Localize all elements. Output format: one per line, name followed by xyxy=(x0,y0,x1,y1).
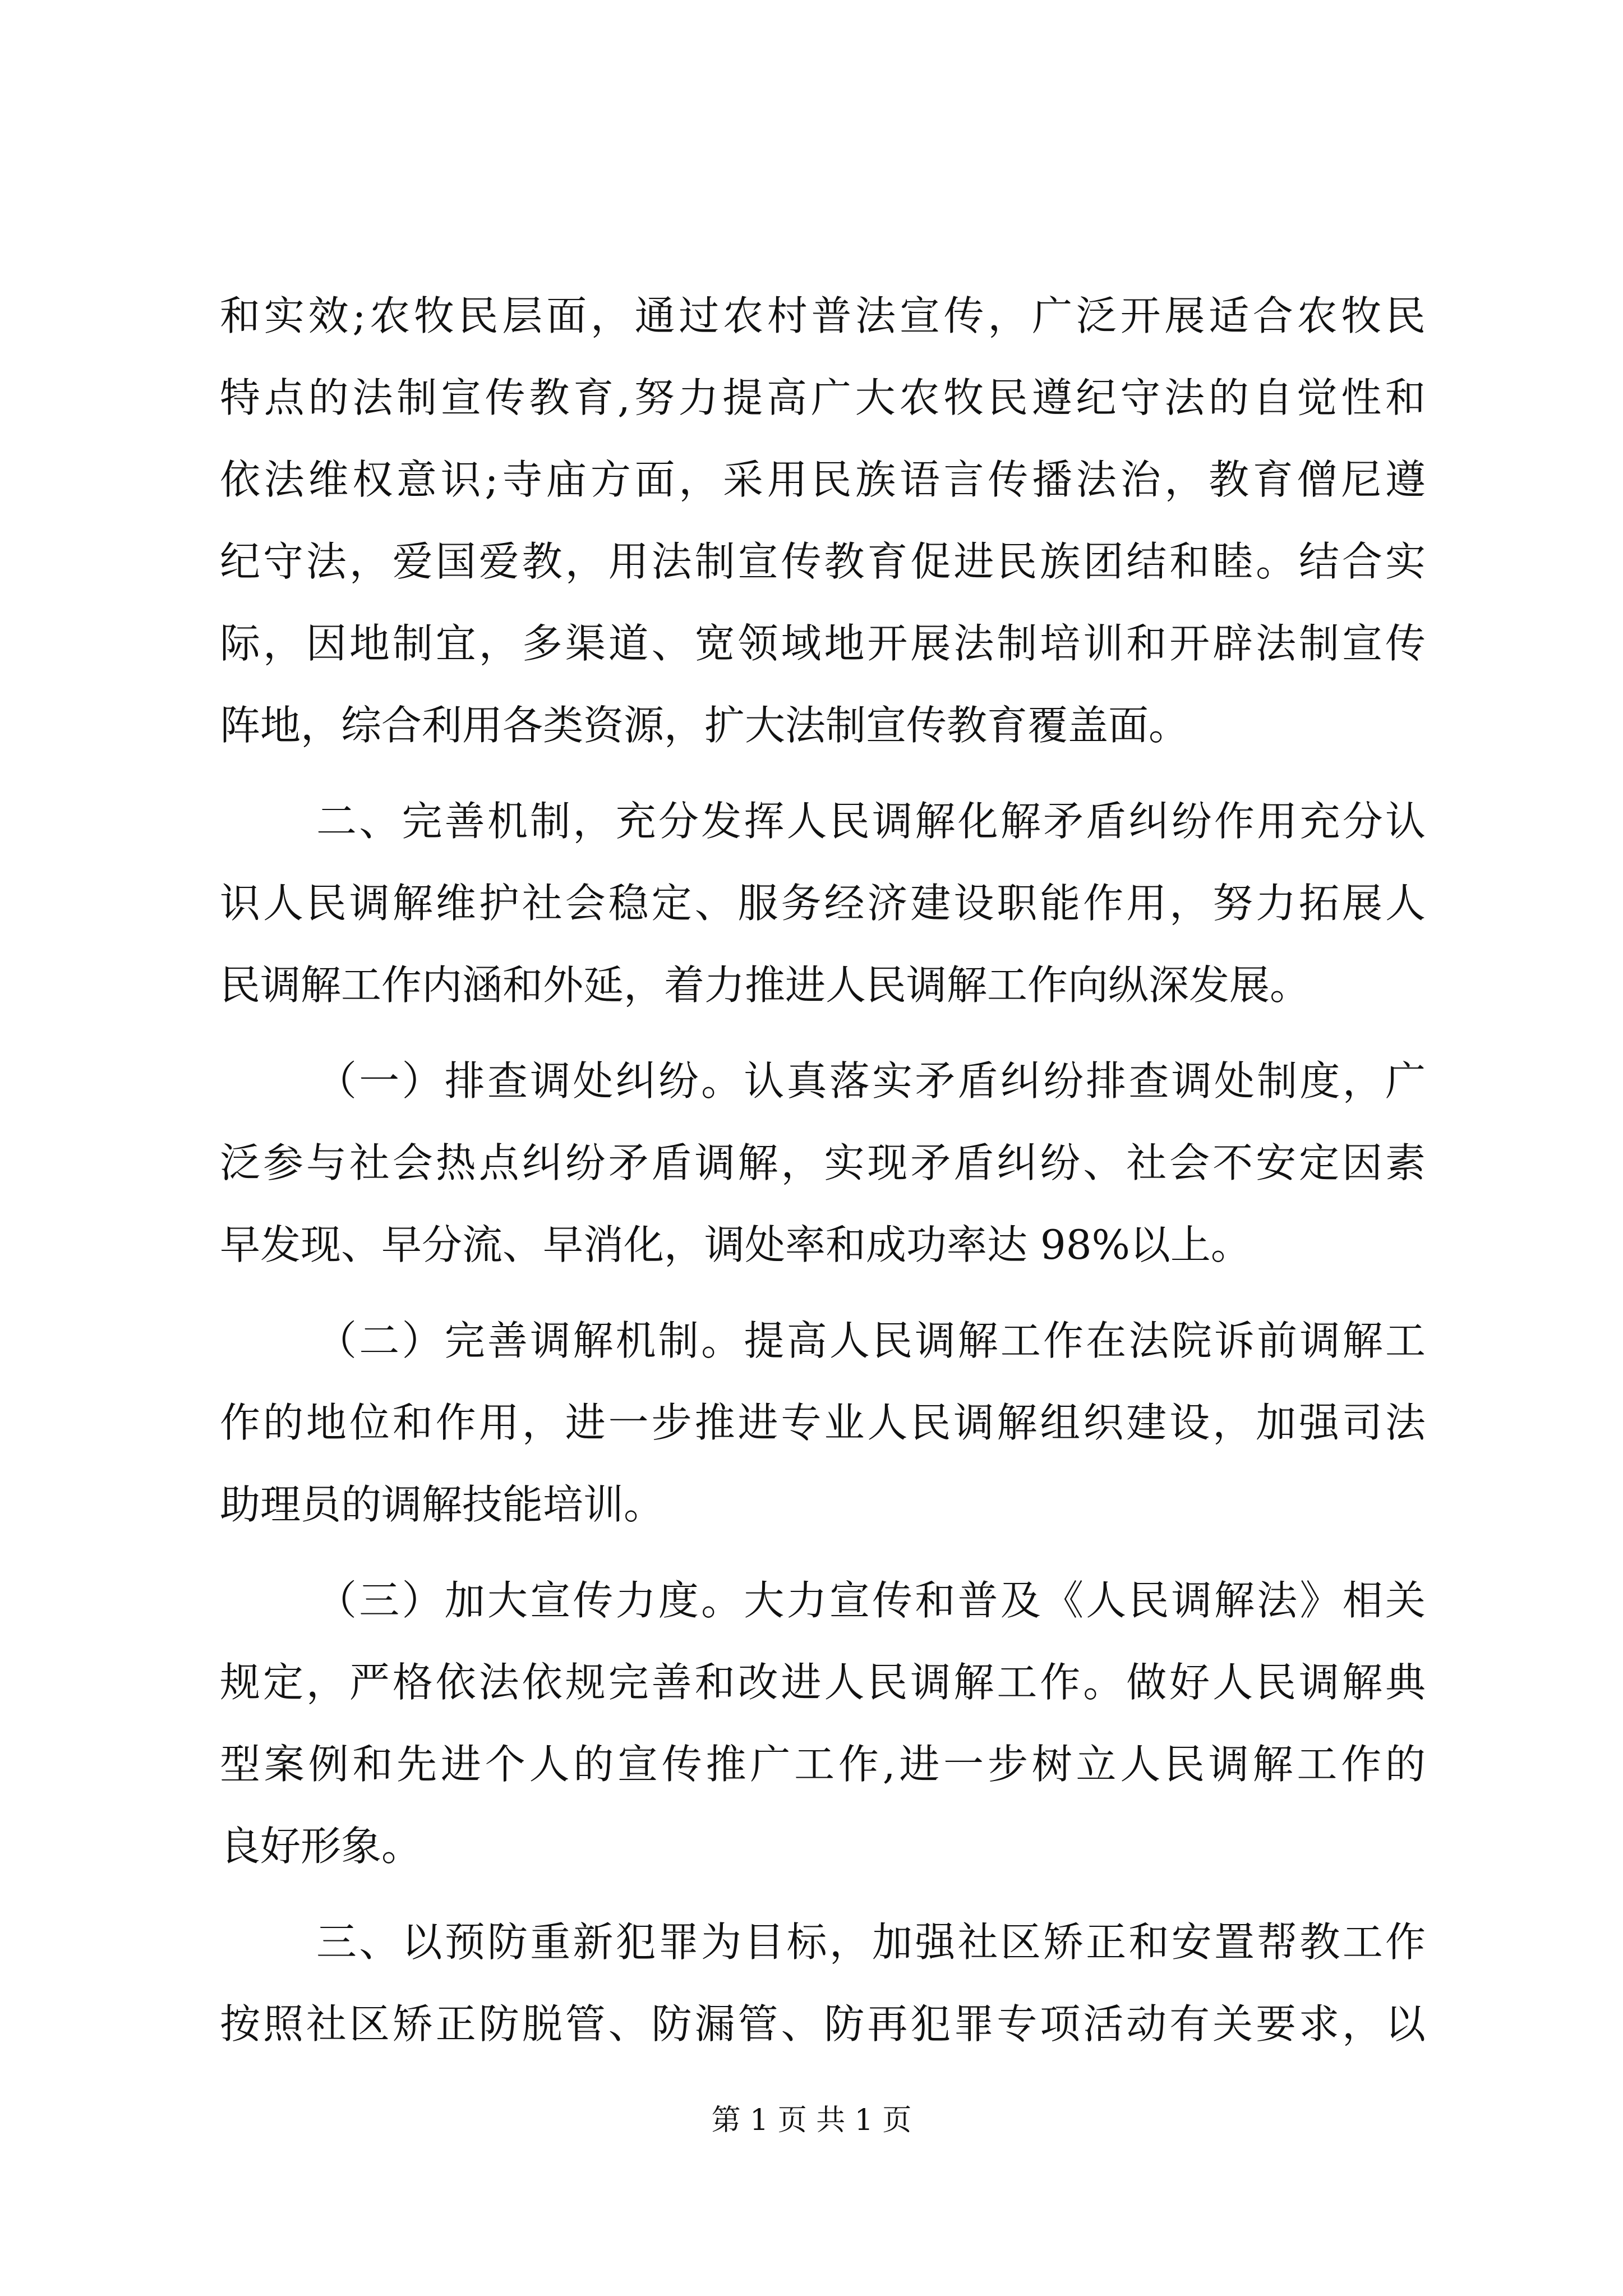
text-line: 型案例和先进个人的宣传推广工作,进一步树立人民调解工作的 xyxy=(220,1741,1426,1788)
text-line: 泛参与社会热点纠纷矛盾调解，实现矛盾纠纷、社会不安定因素 xyxy=(220,1139,1426,1186)
subsection-heading-1: （一）排查调处纠纷。认真落实矛盾纠纷排查调处制度，广 xyxy=(316,1057,1426,1105)
text-line: 依法维权意识;寺庙方面，采用民族语言传播法治，教育僧尼遵 xyxy=(220,456,1426,503)
text-line: 良好形象。 xyxy=(220,1823,422,1870)
section-heading-3: 三、以预防重新犯罪为目标，加强社区矫正和安置帮教工作 xyxy=(316,1918,1426,1966)
section-heading-2: 二、完善机制，充分发挥人民调解化解矛盾纠纷作用充分认 xyxy=(316,798,1426,845)
text-line: 和实效;农牧民层面，通过农村普法宣传，广泛开展适合农牧民 xyxy=(220,292,1426,339)
text-line: 特点的法制宣传教育,努力提高广大农牧民遵纪守法的自觉性和 xyxy=(220,374,1426,421)
text-line: 作的地位和作用，进一步推进专业人民调解组织建设，加强司法 xyxy=(220,1399,1426,1446)
text-line: 阵地，综合利用各类资源，扩大法制宣传教育覆盖面。 xyxy=(220,702,1189,749)
text-line: 际，因地制宜，多渠道、宽领域地开展法制培训和开辟法制宣传 xyxy=(220,620,1426,667)
subsection-heading-3: （三）加大宣传力度。大力宣传和普及《人民调解法》相关 xyxy=(316,1577,1426,1624)
text-line: 按照社区矫正防脱管、防漏管、防再犯罪专项活动有关要求，以 xyxy=(220,2000,1426,2047)
text-line: 识人民调解维护社会稳定、服务经济建设职能作用，努力拓展人 xyxy=(220,880,1426,927)
text-line: 早发现、早分流、早消化，调处率和成功率达 98%以上。 xyxy=(220,1221,1251,1268)
text-line: 规定，严格依法依规完善和改进人民调解工作。做好人民调解典 xyxy=(220,1659,1426,1706)
subsection-heading-2: （二）完善调解机制。提高人民调解工作在法院诉前调解工 xyxy=(316,1317,1426,1364)
page-number-footer: 第 1 页 共 1 页 xyxy=(711,2104,912,2137)
text-line: 助理员的调解技能培训。 xyxy=(220,1481,665,1528)
text-line: 民调解工作内涵和外延，着力推进人民调解工作向纵深发展。 xyxy=(220,961,1311,1009)
text-line: 纪守法，爱国爱教，用法制宣传教育促进民族团结和睦。结合实 xyxy=(220,538,1426,585)
